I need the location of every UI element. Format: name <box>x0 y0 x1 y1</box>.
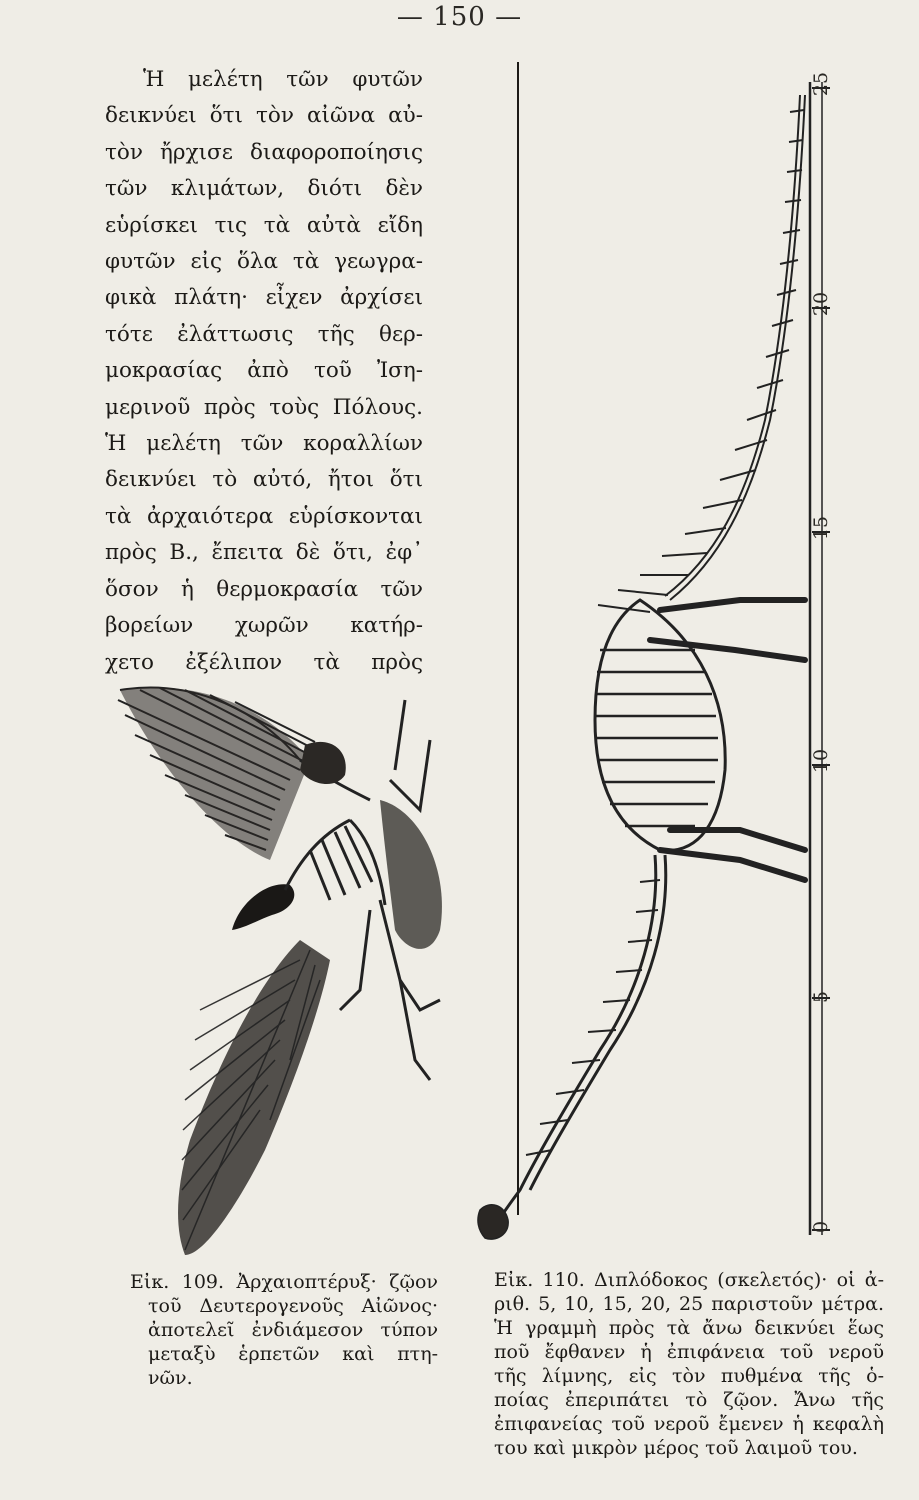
figure-110-caption <box>494 1268 884 1460</box>
scale-label-5: 5 <box>810 990 833 1004</box>
body-line: πρὸς Β., ἔπειτα δὲ ὅτι, ἐφ᾽ <box>105 540 423 566</box>
scale-label-10: 10 <box>810 748 833 774</box>
scale-ticks <box>810 88 833 1230</box>
body-line: τῶν κλιμάτων, διότι δὲν <box>105 176 423 202</box>
skull <box>478 1205 508 1239</box>
caption-line: Ἡ γραμμὴ πρὸς τὰ ἄνω δεικνύει ἕως <box>494 1317 884 1339</box>
body-line: Ἡ μελέτη τῶν φυτῶν <box>143 67 423 92</box>
neck-vertebrae <box>526 880 660 1155</box>
body-line: μοκρασίας ἀπὸ τοῦ Ἰση- <box>105 358 423 384</box>
body-line: τὰ ἀρχαιότερα εὑρίσκονται <box>105 503 423 529</box>
scale-label-15: 15 <box>810 515 833 541</box>
caption-line: ποίας ἐπεριπάτει τὸ ζῷον. Ἄνω τῆς <box>494 1389 884 1411</box>
caption-line: ἀποτελεῖ ἐνδιάμεσον τύπον <box>148 1319 438 1341</box>
body-line: βορείων χωρῶν κατήρ- <box>105 613 423 639</box>
caption-line: νῶν. <box>148 1367 193 1389</box>
figure-109-caption <box>130 1270 438 1390</box>
caption-line: ποῦ ἔφθανεν ἡ ἐπιφάνεια τοῦ νεροῦ <box>494 1341 884 1363</box>
body-line: εὑρίσκει τις τὰ αὐτὰ εἴδη <box>105 212 423 238</box>
caption-line: ριθ. 5, 10, 15, 20, 25 παριστοῦν μέτρα. <box>494 1293 884 1315</box>
body-line: φυτῶν εἰς ὅλα τὰ γεωγρα- <box>105 249 423 275</box>
body-line: χετο ἐξέλιπον τὰ πρὸς <box>105 649 423 675</box>
caption-line: τοῦ Δευτερογενοῦς Αἰῶνος· <box>148 1295 438 1317</box>
caption-line: Εἰκ. 109. Ἀρχαιοπτέρυξ· ζῷον <box>130 1271 438 1293</box>
page-number: — 150 — <box>396 2 523 32</box>
caption-line: τῆς λίμνης, εἰς τὸν πυθμένα τῆς ὁ- <box>494 1365 884 1387</box>
body-line: δεικνύει τὸ αὐτό, ἤτοι ὅτι <box>105 467 423 493</box>
caption-line: μεταξὺ ἑρπετῶν καὶ πτη- <box>148 1343 438 1365</box>
caption-line: του καὶ μικρὸν μέρος τοῦ λαιμοῦ του. <box>494 1437 858 1459</box>
body-line: τότε ἐλάττωσις τῆς θερ- <box>105 321 423 347</box>
scale-label-25: 25 <box>810 71 833 97</box>
caption-line: ἐπιφανείας τοῦ νεροῦ ἔμενεν ἡ κεφαλὴ <box>494 1413 884 1435</box>
archaeopteryx-illustration <box>118 688 442 1255</box>
ribs <box>595 650 718 826</box>
diplodocus-illustration <box>478 62 833 1239</box>
body-line: φικὰ πλάτη· εἶχεν ἀρχίσει <box>105 285 423 311</box>
body-line: μερινοῦ πρὸς τοὺς Πόλους. <box>105 394 423 420</box>
scale-label-0: 0 <box>810 1220 833 1234</box>
body-line: Ἡ μελέτη τῶν κοραλλίων <box>105 431 423 457</box>
body-line: τὸν ἤρχισε διαφοροποίησις <box>105 139 423 165</box>
caption-line: Εἰκ. 110. Διπλόδοκος (σκελετός)· οἱ ἀ- <box>494 1269 884 1291</box>
scale-label-20: 20 <box>810 291 833 317</box>
body-line: δεικνύει ὅτι τὸν αἰῶνα αὐ- <box>105 103 423 129</box>
body-line: ὅσον ἡ θερμοκρασία τῶν <box>105 576 423 602</box>
tail-spines <box>598 110 804 612</box>
